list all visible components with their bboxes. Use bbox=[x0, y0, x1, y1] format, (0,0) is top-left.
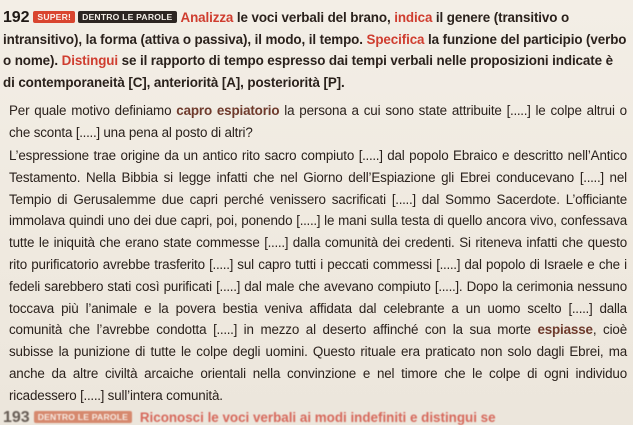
next-exercise-number: 193 bbox=[3, 409, 30, 425]
instruction-text: la funzione del participio (verbo o nome). bbox=[3, 31, 627, 68]
verb-analizza: Analizza bbox=[180, 10, 234, 25]
answer-blank: [.....] bbox=[434, 278, 459, 294]
passage-text: dalla comunità dei credenti. Si riteneva infatti che questo rito purificatorio avrebbe trasferito bbox=[9, 235, 627, 272]
passage-text: sull’intera comunità. bbox=[104, 387, 223, 403]
answer-blank: [.....] bbox=[80, 387, 105, 403]
question-text: le colpe altrui o che sconta bbox=[9, 103, 627, 140]
next-section-badge: DENTRO LE PAROLE bbox=[34, 411, 132, 423]
answer-blank: [.....] bbox=[436, 256, 461, 272]
instruction-text: le voci verbali del brano, bbox=[233, 10, 395, 25]
answer-blank: [.....] bbox=[213, 322, 238, 338]
passage-paragraph bbox=[9, 145, 627, 407]
passage-text: dal popolo di Israele e che i fedeli sarebbero stati così purificati bbox=[9, 256, 628, 294]
question-text: una pena al posto di altri? bbox=[99, 124, 253, 140]
answer-blank: [.....] bbox=[506, 103, 531, 118]
passage-text: , cioè subisse la punizione di tutte le colpe degli uomini. Questo rituale era praticato non solo dagli Ebrei, ma anche da altre civiltà arcaiche orientali nella convinzione e nel timore che le colpe di ogni individuo ricadessero bbox=[9, 322, 628, 403]
passage-text: L’espressione trae origine da un antico rito sacro compiuto bbox=[9, 148, 359, 163]
keyword-capro-espiatorio: capro espiatorio bbox=[176, 103, 280, 118]
answer-blank: [.....] bbox=[296, 213, 321, 229]
passage-text: le mani sulla testa di quello ancora vivo, confessava tutte le iniquità che erano state commesse bbox=[9, 213, 627, 251]
answer-blank: [.....] bbox=[391, 191, 416, 207]
super-badge: SUPER! bbox=[33, 11, 75, 23]
passage-text: dal Sommo Sacerdote. L’officiante immolava quindi uno dei due capri, poi, ponendo bbox=[9, 191, 627, 229]
answer-blank: [.....] bbox=[216, 278, 241, 294]
section-badge: DENTRO LE PAROLE bbox=[78, 11, 176, 23]
answer-blank: [.....] bbox=[209, 256, 234, 272]
next-exercise-header bbox=[3, 407, 633, 425]
verb-specifica: Specifica bbox=[366, 31, 425, 47]
answer-blank: [.....] bbox=[579, 169, 604, 185]
question-text: la persona a cui sono state attribuite bbox=[279, 103, 507, 118]
passage-text: sul capro tutti i peccati commessi bbox=[233, 256, 437, 272]
exercise-number: 192 bbox=[3, 9, 30, 26]
passage-text: in mezzo al deserto affinché con la sua morte bbox=[237, 322, 538, 338]
answer-blank: [.....] bbox=[75, 124, 100, 140]
keyword-espiasse: espiasse bbox=[537, 322, 593, 338]
instruction-text: se il rapporto di tempo espresso dai tempi verbali nelle proposizioni indicate è di contemporaneità [C], anteriorità [A], posteriorità [P]. bbox=[3, 53, 613, 90]
passage-text: dalla comunità che l’avrebbe condotta bbox=[9, 300, 627, 338]
passage-text: dal popolo Ebraico e descritto nell’Antico Testamento. Nella Bibbia si legge infatti che nel Giorno dell’Espiazione gli Ebrei conducevano bbox=[9, 148, 628, 185]
verb-indica: indica bbox=[394, 10, 433, 25]
instruction-text: il genere (transitivo o intransitivo), la forma (attiva o passiva), il modo, il tempo. bbox=[3, 10, 570, 47]
exercise-instructions bbox=[3, 7, 627, 93]
answer-blank: [.....] bbox=[568, 300, 593, 316]
answer-blank: [.....] bbox=[358, 148, 383, 163]
next-exercise-text: Riconosci le voci verbali ai modi indefiniti e distingui se bbox=[139, 410, 496, 425]
passage-text: dal male che avevano compiuto bbox=[240, 278, 435, 294]
passage-text: . Dopo la cerimonia nessuno toccava più l’animale e la povera bestia veniva affidata dal celebrante a un uomo scelto bbox=[9, 278, 627, 316]
verb-distingui: Distingui bbox=[61, 53, 119, 68]
question-text: Per quale motivo definiamo bbox=[9, 103, 177, 118]
question-paragraph bbox=[9, 100, 627, 144]
passage-text: nel Tempio di Gerusalemme due capri perché venissero sacrificati bbox=[9, 169, 627, 207]
answer-blank: [.....] bbox=[264, 235, 289, 251]
